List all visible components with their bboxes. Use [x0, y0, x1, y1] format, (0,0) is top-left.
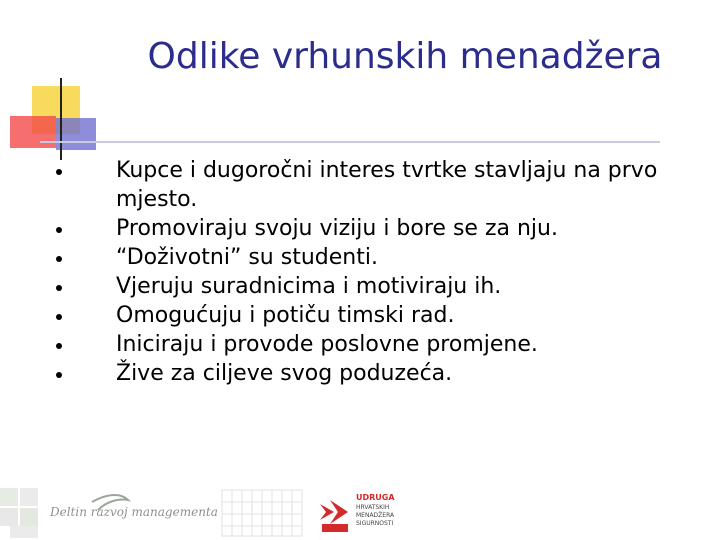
udruga-logo — [320, 493, 395, 532]
deltin-logo — [49, 495, 218, 519]
decor-vertical-line — [60, 78, 62, 160]
bullet-dot — [56, 343, 62, 349]
bullet-item — [56, 156, 706, 214]
bullet-text: Iniciraju i provode poslovne promjene. — [116, 332, 538, 357]
bullet-item — [56, 301, 706, 330]
title-underline — [40, 141, 660, 143]
bullet-text: Kupce i dugoročni interes tvrtke stavljaju na prvo mjesto. — [116, 158, 658, 212]
bullet-item — [56, 243, 706, 272]
bullet-text: Vjeruju suradnicima i motiviraju ih. — [116, 274, 502, 299]
bullet-dot — [56, 285, 62, 291]
building-pattern — [222, 490, 302, 536]
deltin-logo-text: Deltin razvoj managementa — [50, 505, 218, 519]
udruga-line-1: UDRUGA — [356, 493, 395, 502]
bullet-text: Žive za ciljeve svog poduzeća. — [116, 361, 453, 386]
udruga-line-2: HRVATSKIH — [356, 504, 390, 511]
footer-grid-pattern — [0, 488, 38, 538]
bullet-dot — [56, 227, 62, 233]
udruga-line-3: MENADŽERA — [356, 512, 395, 519]
bullet-dot — [56, 314, 62, 320]
bullet-dot — [56, 372, 62, 378]
footer-logos — [0, 478, 720, 540]
bullet-list — [56, 156, 706, 388]
bullet-text: “Doživotni” su studenti. — [116, 245, 378, 270]
bullet-dot — [56, 256, 62, 262]
udruga-line-4: SIGURNOSTI — [356, 520, 394, 527]
slide-title: Odlike vrhunskih menadžera — [147, 36, 663, 77]
bullet-item — [56, 330, 706, 359]
decor-blue-square — [56, 118, 96, 150]
bullet-item — [56, 272, 706, 301]
decor-red-square — [10, 116, 56, 148]
bullet-text: Promoviraju svoju viziju i bore se za nju. — [116, 216, 558, 241]
bullet-text: Omogućuju i potiču timski rad. — [116, 303, 455, 328]
bullet-item — [56, 214, 706, 243]
bullet-item — [56, 359, 706, 388]
bullet-dot — [56, 169, 62, 175]
